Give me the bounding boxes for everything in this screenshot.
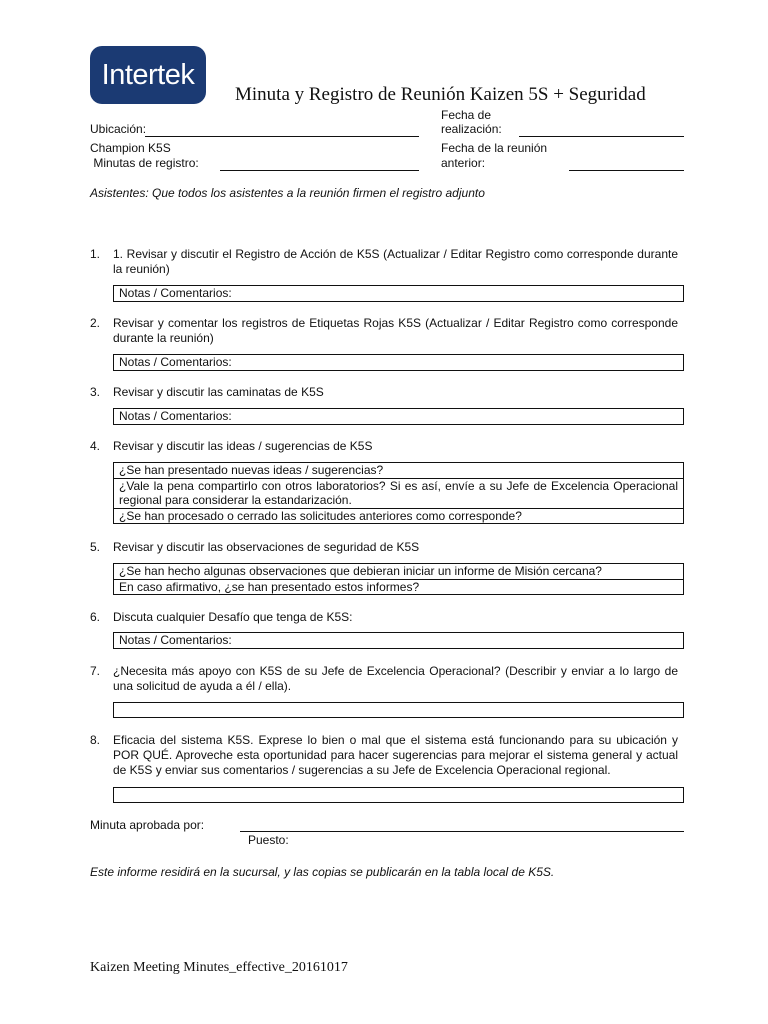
champion-field[interactable] [220,170,419,171]
item-number: 4. [90,439,101,453]
question-row: En caso afirmativo, ¿se han presentado estos informes? [114,579,683,595]
page-title: Minuta y Registro de Reunión Kaizen 5S + Seguridad [235,84,646,105]
item-number: 5. [90,540,101,554]
logo-text: Intertek [101,59,195,91]
item-number: 3. [90,385,101,399]
approval-label: Minuta aprobada por: [90,818,205,832]
question-row: ¿Vale la pena compartirlo con otros laboratorios? Si es así, envíe a su Jefe de Excelencia Operacional regional para considerar la estandarización. [114,478,683,508]
intertek-logo [90,46,206,104]
notes-box[interactable] [113,354,684,371]
notes-label: Notas / Comentarios: [119,633,232,647]
asistentes-note: Asistentes: Que todos los asistentes a la reunión firmen el registro adjunto [90,186,485,200]
question-row: ¿Se han procesado o cerrado las solicitudes anteriores como corresponde? [114,508,683,524]
response-box[interactable] [113,702,684,718]
item-text: Revisar y discutir las caminatas de K5S [113,385,324,399]
fecha-realizacion-label-2: realización: [441,122,502,136]
ubicacion-field[interactable] [145,136,419,137]
item-text: ¿Necesita más apoyo con K5S de su Jefe de Excelencia Operacional? (Describir y enviar a lo largo de una solicitud de ayuda a él / ella). [113,664,678,693]
notes-box[interactable] [113,285,684,302]
item-number: 8. [90,733,101,747]
questions-box[interactable] [113,462,684,524]
fecha-realizacion-label-1: Fecha de [441,108,492,122]
questions-box[interactable] [113,563,684,595]
champion-label-1: Champion K5S [90,141,171,155]
notes-label: Notas / Comentarios: [119,409,232,423]
item-text: 1. Revisar y discutir el Registro de Acción de K5S (Actualizar / Editar Registro como corresponde durante la reunión) [113,247,678,276]
item-text: Revisar y discutir las ideas / sugerencias de K5S [113,439,373,453]
puesto-label: Puesto: [248,833,289,847]
item-number: 6. [90,610,101,624]
notes-box[interactable] [113,408,684,425]
item-number: 2. [90,316,101,330]
notes-label: Notas / Comentarios: [119,355,232,369]
fecha-anterior-field[interactable] [569,170,684,171]
question-row: ¿Se han hecho algunas observaciones que debieran iniciar un informe de Misión cercana? [119,564,602,578]
document-footer: Kaizen Meeting Minutes_effective_20161017 [90,960,348,975]
ubicacion-label: Ubicación: [90,122,147,136]
approval-field[interactable] [240,831,684,832]
fecha-anterior-label-1: Fecha de la reunión [441,141,548,155]
item-text: Eficacia del sistema K5S. Exprese lo bien o mal que el sistema está funcionando para su ubicación y POR QUÉ. Aproveche esta oportunidad para hacer sugerencias para mejorar el sistema general y actual de K5S y enviar sus comentarios / sugerencias a su Jefe de Excelencia Operacional regional. [113,733,678,777]
closing-note: Este informe residirá en la sucursal, y las copias se publicarán en la tabla local de K5S. [90,865,555,879]
item-number: 1. [90,247,101,261]
fecha-anterior-label-2: anterior: [441,156,486,170]
item-text: Revisar y comentar los registros de Etiquetas Rojas K5S (Actualizar / Editar Registro como corresponde durante la reunión) [113,316,678,345]
notes-box[interactable] [113,632,684,649]
item-number: 7. [90,664,101,678]
response-box[interactable] [113,787,684,803]
notes-label: Notas / Comentarios: [119,286,232,300]
fecha-realizacion-field[interactable] [519,136,684,137]
item-text: Discuta cualquier Desafío que tenga de K5S: [113,610,353,624]
champion-label-2: Minutas de registro: [90,156,199,170]
item-text: Revisar y discutir las observaciones de seguridad de K5S [113,540,420,554]
question-row: ¿Se han presentado nuevas ideas / sugerencias? [119,463,384,477]
